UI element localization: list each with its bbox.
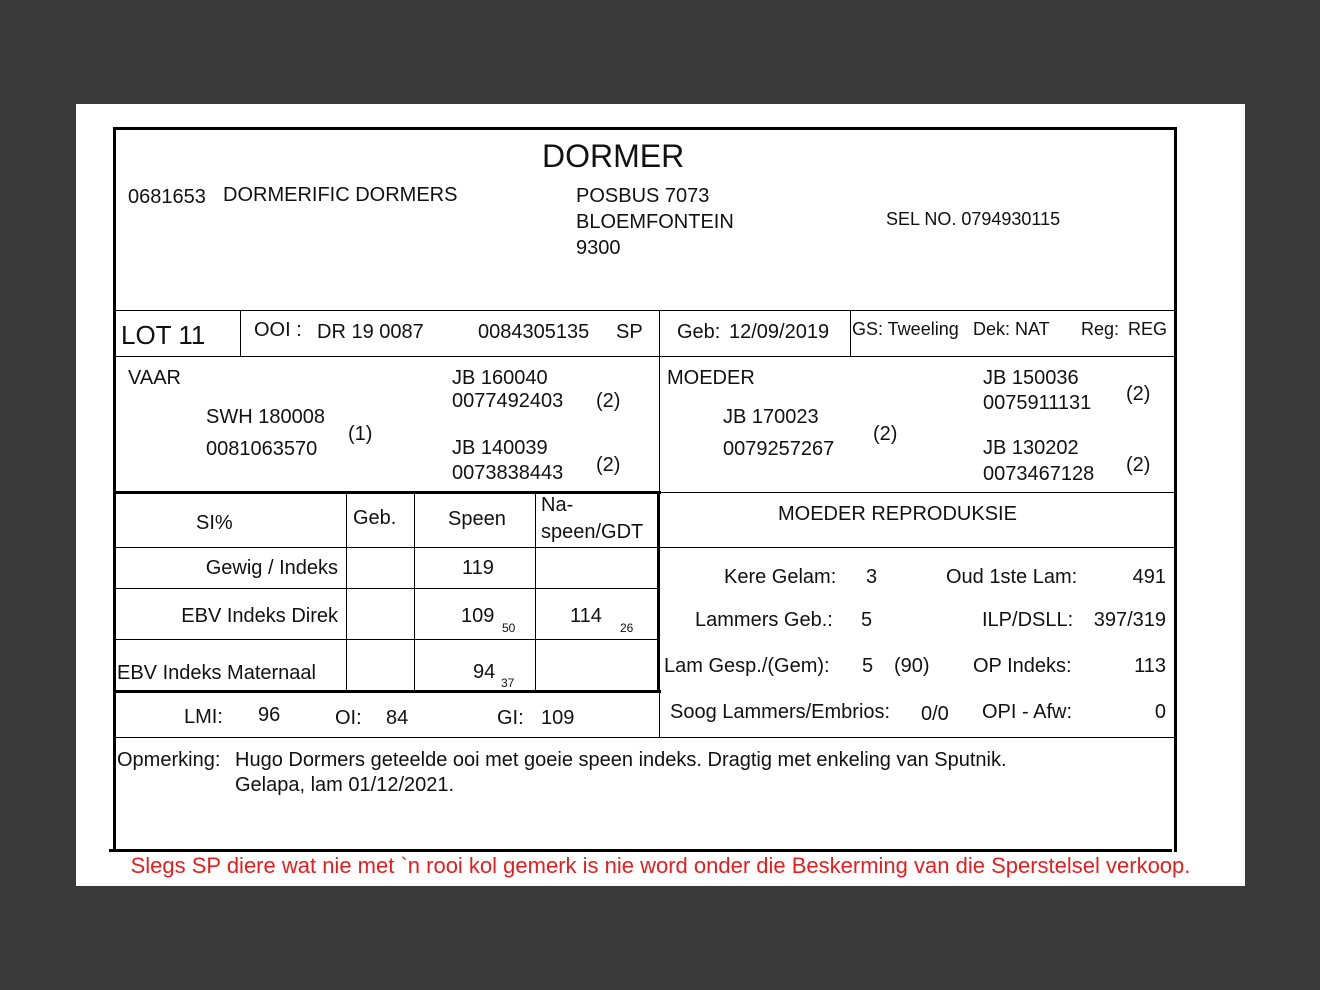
gewig-speen-value: 119 — [462, 557, 494, 579]
birth-label: Geb: — [677, 321, 721, 343]
direk-speen-accuracy: 50 — [502, 621, 516, 635]
divider — [116, 310, 1174, 311]
remarks-label: Opmerking: — [117, 749, 221, 771]
ilp-value: 397/319 — [1093, 609, 1166, 631]
grade: SP — [616, 321, 643, 343]
lam-gesp-label: Lam Gesp./(Gem): — [664, 655, 830, 677]
gi-value: 109 — [541, 707, 575, 729]
kere-gelam-value: 3 — [866, 566, 878, 588]
row-label-ebv-maternaal: EBV Indeks Maternaal — [117, 662, 316, 684]
lot-number: LOT 11 — [121, 320, 206, 350]
dam-dam-number: 0073467128 — [983, 463, 1095, 485]
reg-value: REG — [1128, 319, 1168, 339]
direk-naspeen-accuracy: 26 — [620, 621, 634, 635]
naspeen-header-line-2: speen/GDT — [541, 521, 644, 543]
dam-dam-code: (2) — [1126, 454, 1151, 476]
ooi-label: OOI : — [254, 319, 302, 341]
address-line-2: BLOEMFONTEIN — [576, 211, 734, 233]
opi-value: 0 — [1154, 701, 1166, 723]
gs-value: GS: Tweeling — [852, 319, 959, 339]
dam-id: JB 170023 — [723, 406, 819, 428]
oud-label: Oud 1ste Lam: — [946, 566, 1078, 588]
sire-sire-id: JB 160040 — [452, 367, 548, 389]
address-line-1: POSBUS 7073 — [576, 185, 710, 207]
ooi-id: DR 19 0087 — [317, 321, 424, 343]
vaar-label: VAAR — [128, 367, 181, 389]
lam-gem-value: (90) — [894, 655, 930, 677]
lot-card — [113, 127, 1177, 852]
remarks-line-2: Gelapa, lam 01/12/2021. — [235, 774, 455, 796]
reg-label: Reg: — [1081, 319, 1120, 339]
oi-label: OI: — [335, 707, 362, 729]
sire-dam-id: JB 140039 — [452, 437, 548, 459]
address-line-3: 9300 — [576, 237, 621, 259]
dam-code: (2) — [873, 423, 898, 445]
dam-number: 0079257267 — [723, 438, 835, 460]
sire-id: SWH 180008 — [206, 406, 325, 428]
geb-header: Geb. — [353, 507, 397, 529]
divider — [116, 356, 1174, 357]
opi-label: OPI - Afw: — [982, 701, 1073, 723]
lmi-label: LMI: — [184, 706, 223, 728]
sire-dam-code: (2) — [596, 454, 621, 476]
protection-notice: Slegs SP diere wat nie met `n rooi kol gemerk is nie word onder die Beskerming van die Sperstelsel verkoop. — [130, 853, 1191, 878]
ilp-label: ILP/DSLL: — [982, 609, 1074, 631]
moeder-label: MOEDER — [667, 367, 755, 389]
oi-value: 84 — [386, 707, 409, 729]
sire-code: (1) — [348, 423, 373, 445]
dam-sire-number: 0075911131 — [983, 392, 1092, 414]
reproduction-title: MOEDER REPRODUKSIE — [778, 503, 1017, 525]
breed-title: DORMER — [542, 138, 685, 174]
naspeen-header-line-1: Na- — [541, 494, 574, 516]
row-label-gewig: Gewig / Indeks — [205, 557, 338, 579]
direk-naspeen-value: 114 — [570, 605, 602, 627]
maternaal-speen-accuracy: 37 — [501, 676, 515, 690]
dam-sire-code: (2) — [1126, 383, 1151, 405]
soog-value: 0/0 — [921, 703, 949, 725]
kere-gelam-label: Kere Gelam: — [724, 566, 837, 588]
oud-value: 491 — [1132, 566, 1166, 588]
sire-number: 0081063570 — [206, 438, 318, 460]
breeder-number: 0681653 — [128, 186, 206, 208]
op-label: OP Indeks: — [973, 655, 1072, 677]
gi-label: GI: — [497, 707, 524, 729]
lammers-geb-label: Lammers Geb.: — [695, 609, 833, 631]
lot-card-page — [76, 104, 1245, 886]
dam-dam-id: JB 130202 — [983, 437, 1079, 459]
sire-dam-number: 0073838443 — [452, 462, 564, 484]
soog-label: Soog Lammers/Embrios: — [670, 701, 891, 723]
sire-sire-code: (2) — [596, 390, 621, 412]
direk-speen-value: 109 — [461, 605, 495, 627]
lam-gesp-value: 5 — [862, 655, 874, 677]
si-header: SI% — [196, 512, 233, 534]
speen-header: Speen — [448, 508, 506, 530]
registration-number: 0084305135 — [478, 321, 590, 343]
dek-value: Dek: NAT — [973, 319, 1050, 339]
remarks-line-1: Hugo Dormers geteelde ooi met goeie speen indeks. Dragtig met enkeling van Sputnik. — [235, 749, 1007, 771]
sel-number: SEL NO. 0794930115 — [886, 209, 1061, 229]
row-label-ebv-direk: EBV Indeks Direk — [181, 605, 338, 627]
maternaal-speen-value: 94 — [473, 661, 496, 683]
op-value: 113 — [1134, 655, 1166, 677]
birth-date: 12/09/2019 — [729, 321, 830, 343]
lmi-value: 96 — [258, 704, 281, 726]
sire-sire-number: 0077492403 — [452, 390, 564, 412]
breeder-name: DORMERIFIC DORMERS — [223, 184, 458, 206]
lammers-geb-value: 5 — [861, 609, 873, 631]
dam-sire-id: JB 150036 — [983, 367, 1079, 389]
